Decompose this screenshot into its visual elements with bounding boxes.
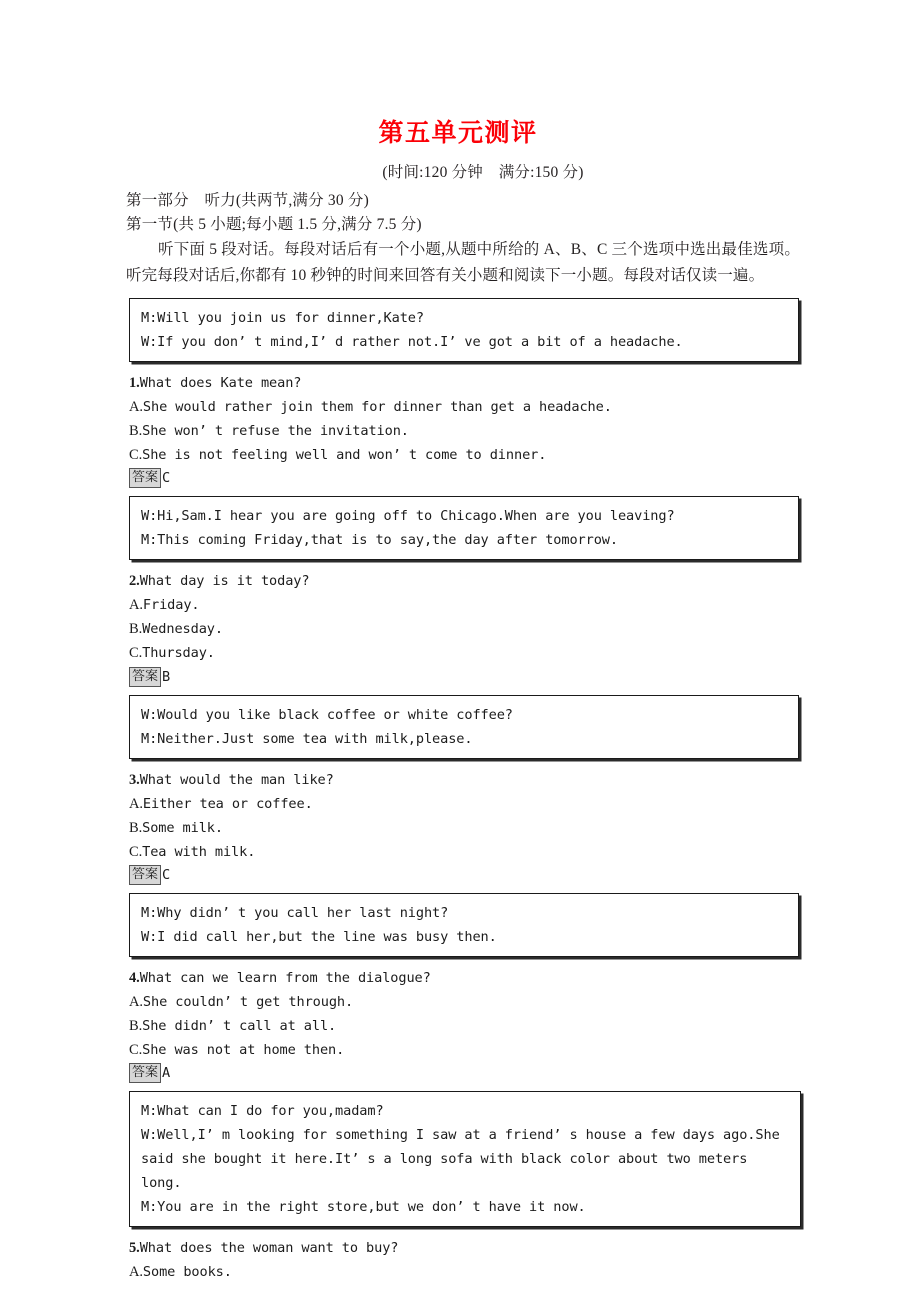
question-block — [129, 1236, 800, 1284]
option-text: Thursday. — [142, 645, 215, 662]
dialogue-transcript-box — [129, 298, 799, 362]
answer-row — [129, 865, 800, 885]
question-block — [129, 569, 800, 665]
question-number: 2. — [129, 573, 140, 590]
dialogue-line: W:I did call her,but the line was busy then. — [141, 928, 497, 945]
dialogue-line: M:What can I do for you,madam? — [141, 1103, 384, 1120]
answer-option[interactable] — [129, 419, 800, 443]
dialogue-line: M:Why didn’ t you call her last night? — [141, 904, 449, 921]
exam-meta-line: (时间:120 分钟 满分:150 分) — [382, 164, 584, 181]
option-text: Tea with milk. — [142, 843, 256, 860]
option-letter: A. — [129, 795, 143, 812]
option-letter: A. — [129, 399, 143, 415]
answer-value: B — [162, 668, 171, 685]
answer-value: A — [162, 1065, 171, 1082]
answer-option[interactable] — [129, 443, 800, 467]
answer-value: C — [162, 866, 171, 883]
option-letter: A. — [129, 597, 143, 614]
listening-directions: 听下面 5 段对话。每段对话后有一个小题,从题中所给的 A、B、C 三个选项中选出最佳选项。听完每段对话后,你都有 10 秒钟的时间来回答有关小题和阅读下一小题。每段对话仅读一遍。 — [126, 241, 800, 284]
option-text: She couldn’ t get through. — [142, 993, 354, 1010]
question-block — [129, 768, 800, 864]
dialogue-transcript-box — [129, 1091, 801, 1227]
answer-option[interactable] — [129, 641, 800, 665]
question-stem — [129, 371, 800, 395]
option-letter: B. — [129, 819, 143, 836]
question-text: What would the man like? — [139, 771, 334, 788]
question-text: What does Kate mean? — [139, 375, 302, 391]
answer-option[interactable] — [129, 990, 800, 1014]
option-letter: A. — [129, 1264, 143, 1281]
question-stem — [129, 1236, 800, 1260]
question-stem — [129, 768, 800, 792]
answer-option[interactable] — [129, 840, 800, 864]
option-letter: B. — [129, 1017, 143, 1034]
dialogue-line: W:If you don’ t mind,I’ d rather not.I’ ve got a bit of a headache. — [141, 334, 683, 350]
answer-option[interactable] — [129, 617, 800, 641]
question-number: 3. — [129, 771, 140, 788]
answer-option[interactable] — [129, 792, 800, 816]
option-letter: B. — [129, 621, 143, 638]
section-heading: 第一节(共 5 小题;每小题 1.5 分,满分 7.5 分) — [126, 216, 422, 233]
question-number: 1. — [129, 375, 140, 391]
answer-row — [129, 666, 800, 686]
question-block — [129, 966, 800, 1062]
option-text: Some books. — [142, 1264, 232, 1281]
option-text: Either tea or coffee. — [142, 795, 313, 812]
option-text: Some milk. — [142, 819, 223, 836]
answer-row — [129, 1063, 800, 1083]
option-text: Wednesday. — [142, 621, 223, 638]
option-letter: C. — [129, 447, 143, 463]
dialogue-line: M:This coming Friday,that is to say,the day after tomorrow. — [141, 532, 618, 549]
option-text: She was not at home then. — [142, 1041, 345, 1058]
dialogue-transcript-box — [129, 496, 799, 560]
answer-label-badge: 答案 — [129, 865, 161, 885]
option-letter: A. — [129, 993, 143, 1010]
option-text: She is not feeling well and won’ t come to dinner. — [142, 447, 547, 463]
option-letter: C. — [129, 843, 143, 860]
dialogue-line: W:Would you like black coffee or white coffee? — [141, 706, 513, 723]
dialogue-line: W:Hi,Sam.I hear you are going off to Chicago.When are you leaving? — [141, 508, 675, 525]
answer-option[interactable] — [129, 1014, 800, 1038]
dialogue-line: W:Well,I’ m looking for something I saw at a friend’ s house a few days ago.She said she bought it here.It’ s a long sofa with black color about two meters long. — [141, 1127, 780, 1192]
question-stem — [129, 569, 800, 593]
answer-option[interactable] — [129, 816, 800, 840]
answer-value: C — [162, 470, 171, 487]
option-letter: C. — [129, 645, 143, 662]
dialogue-line: M:You are in the right store,but we don’ t have it now. — [141, 1199, 586, 1216]
answer-option[interactable] — [129, 1038, 800, 1062]
question-stem — [129, 966, 800, 990]
answer-option[interactable] — [129, 395, 800, 419]
dialogue-line: M:Will you join us for dinner,Kate? — [141, 310, 424, 326]
dialogue-transcript-box — [129, 893, 799, 957]
answer-row — [129, 468, 800, 488]
answer-label-badge: 答案 — [129, 468, 161, 488]
answer-label-badge: 答案 — [129, 1063, 161, 1083]
option-letter: B. — [129, 423, 143, 439]
option-text: She won’ t refuse the invitation. — [142, 423, 409, 439]
option-text: She didn’ t call at all. — [142, 1017, 337, 1034]
question-text: What can we learn from the dialogue? — [139, 969, 431, 986]
page-title: 第五单元测评 — [378, 118, 538, 147]
dialogue-transcript-box — [129, 695, 799, 759]
option-text: She would rather join them for dinner than get a headache. — [142, 399, 612, 415]
part-heading: 第一部分 听力(共两节,满分 30 分) — [126, 192, 369, 209]
option-letter: C. — [129, 1041, 143, 1058]
answer-label-badge: 答案 — [129, 667, 161, 687]
answer-option[interactable] — [129, 1260, 800, 1284]
option-text: Friday. — [142, 597, 200, 614]
question-text: What does the woman want to buy? — [139, 1240, 399, 1257]
question-text: What day is it today? — [139, 573, 310, 590]
question-number: 4. — [129, 969, 140, 986]
question-number: 5. — [129, 1240, 140, 1257]
dialogue-line: M:Neither.Just some tea with milk,please. — [141, 730, 473, 747]
question-block — [129, 371, 800, 467]
answer-option[interactable] — [129, 593, 800, 617]
